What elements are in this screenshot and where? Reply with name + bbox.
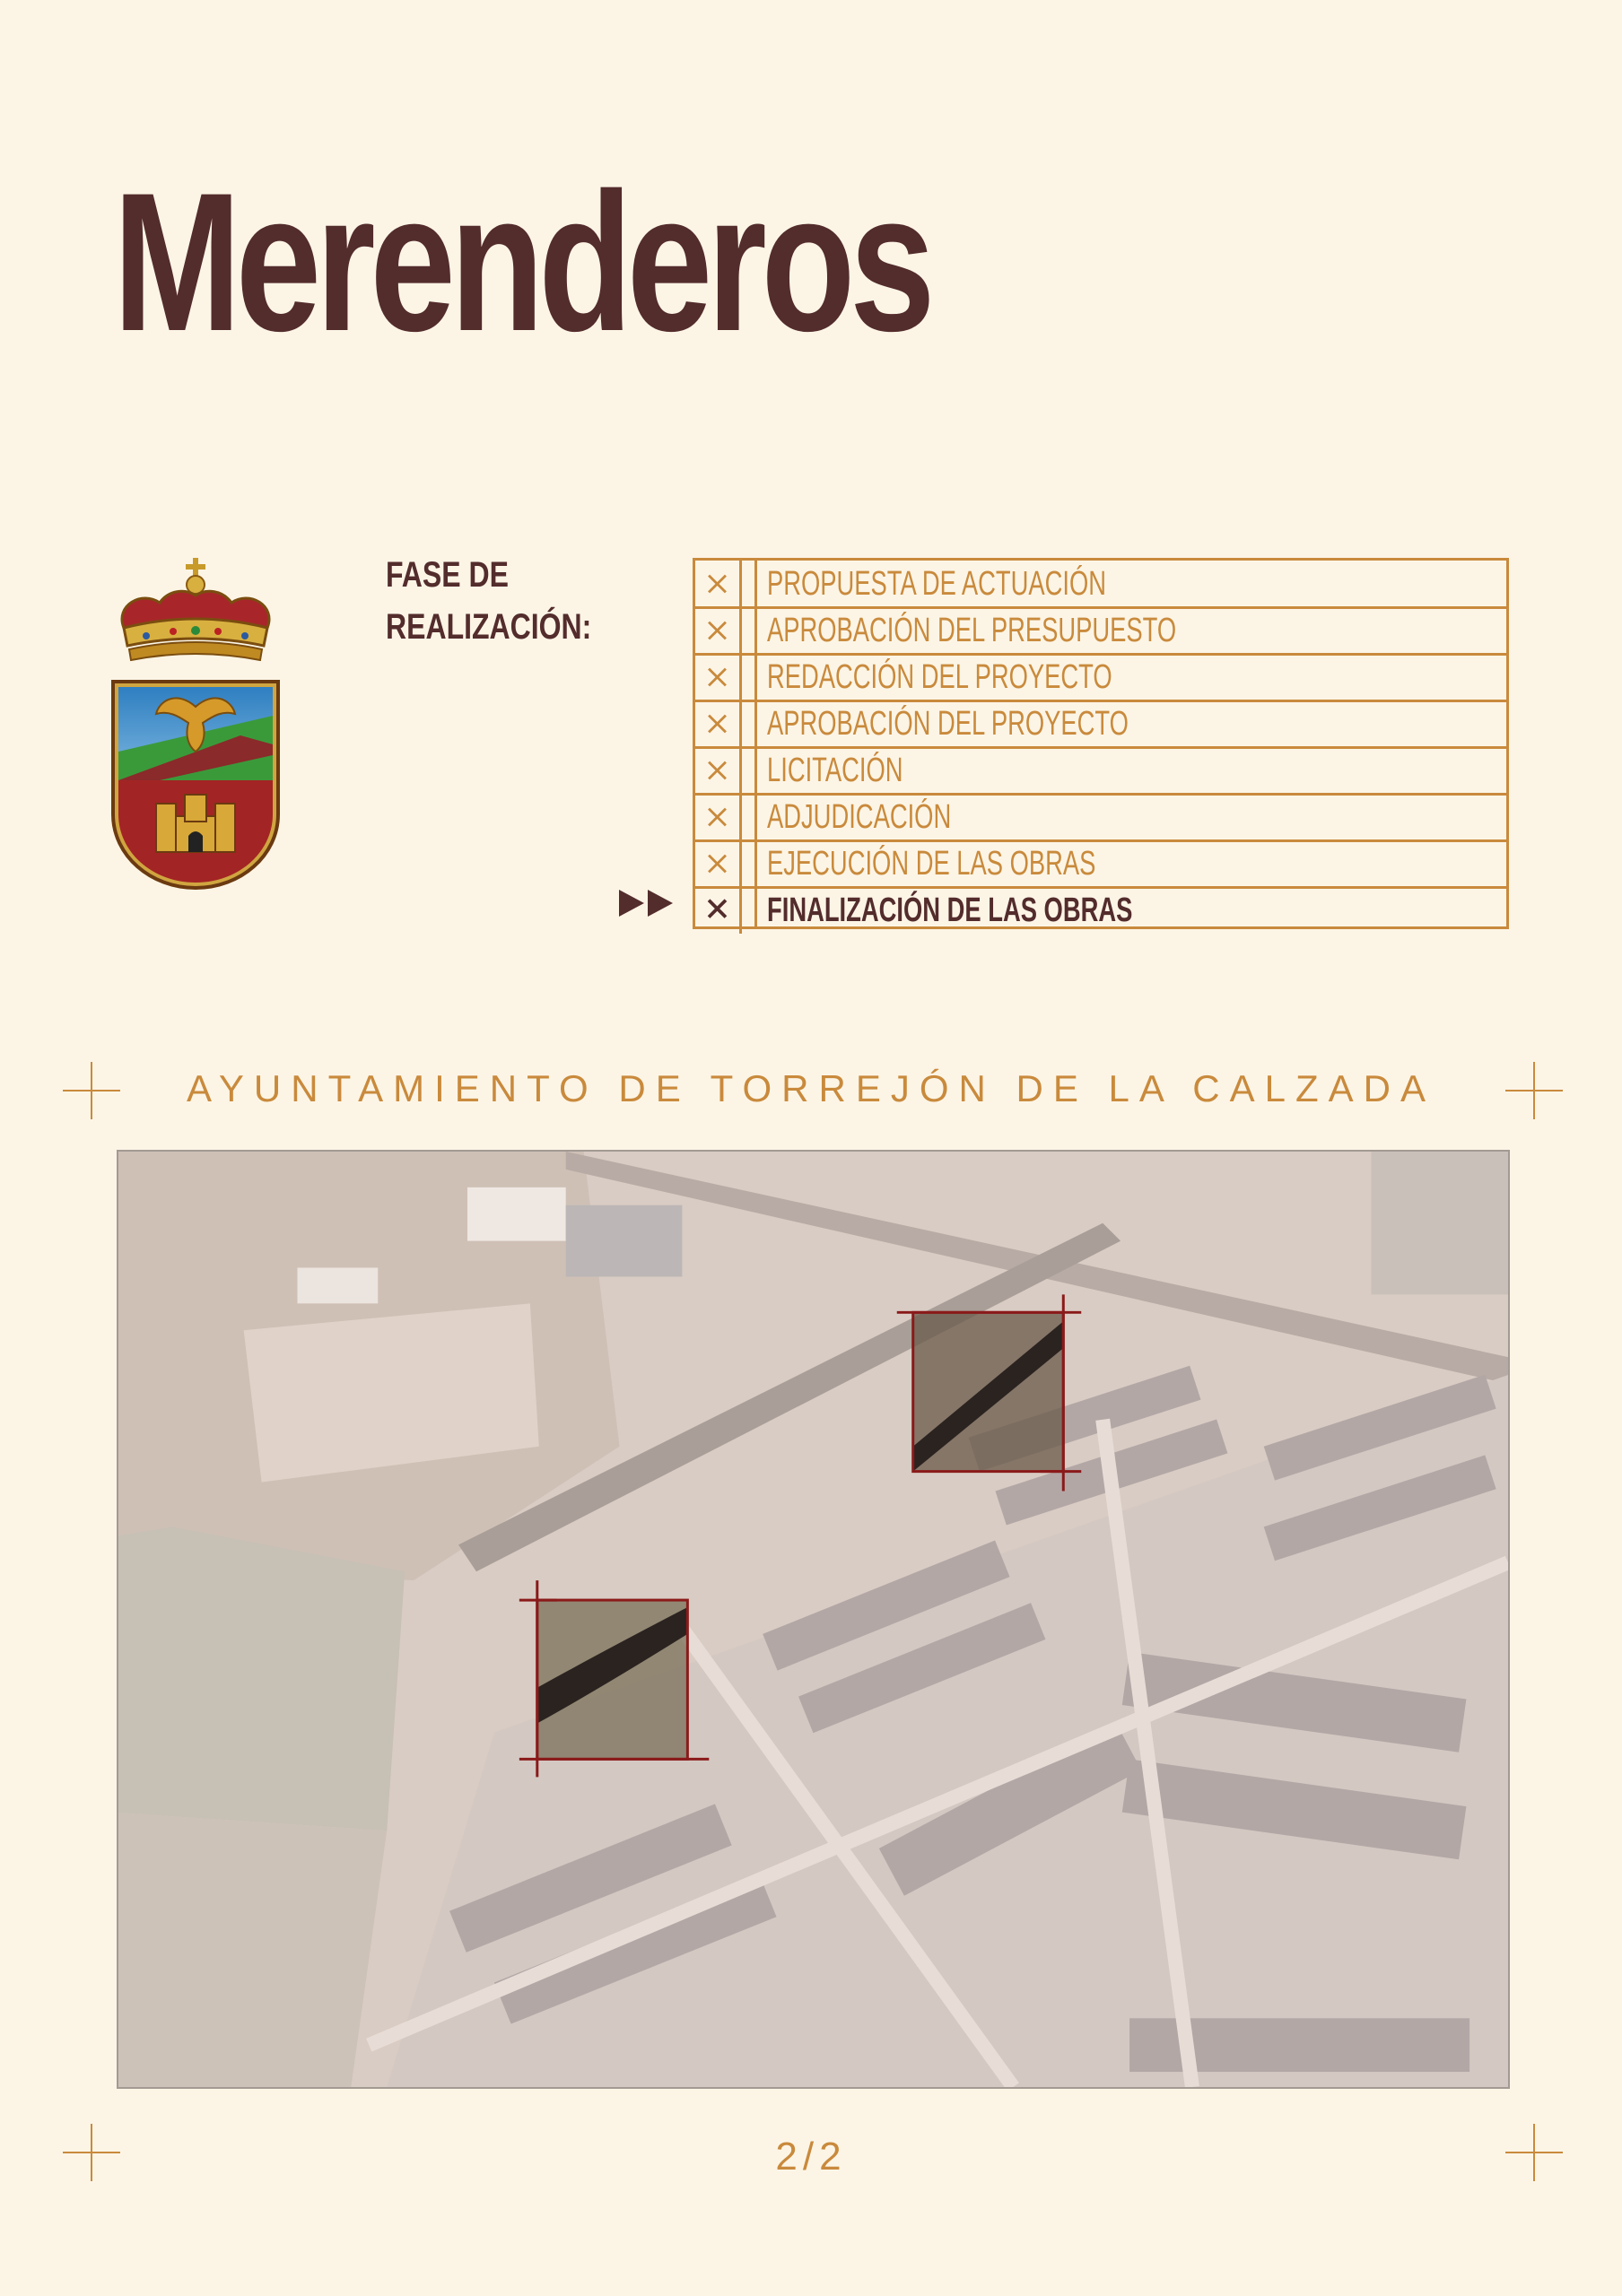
step-label: ADJUDICACIÓN	[767, 798, 952, 836]
checklist-row	[695, 840, 1506, 887]
step-label: LICITACIÓN	[767, 752, 903, 789]
checkmark-x-icon	[695, 607, 742, 654]
double-arrow-icon	[619, 888, 676, 918]
phase-label-line1: FASE DE	[386, 555, 509, 595]
step-label: PROPUESTA DE ACTUACIÓN	[767, 565, 1107, 603]
step-label: APROBACIÓN DEL PROYECTO	[767, 705, 1129, 743]
checklist-row	[695, 747, 1506, 794]
phase-label-line2: REALIZACIÓN:	[386, 607, 592, 647]
step-label: APROBACIÓN DEL PRESUPUESTO	[767, 612, 1177, 649]
checklist-row	[695, 654, 1506, 700]
phase-checklist	[693, 558, 1509, 929]
checkmark-x-icon	[695, 700, 742, 747]
organization-name: AYUNTAMIENTO DE TORREJÓN DE LA CALZADA	[187, 1067, 1435, 1109]
checkmark-x-icon	[695, 794, 742, 840]
step-label: REDACCIÓN DEL PROYECTO	[767, 658, 1112, 696]
step-label-current: FINALIZACIÓN DE LAS OBRAS	[767, 891, 1133, 929]
checklist-row-current	[695, 887, 1506, 934]
page-title: Merenderos	[113, 152, 930, 372]
step-label: EJECUCIÓN DE LAS OBRAS	[767, 845, 1096, 883]
checkmark-x-icon	[695, 561, 742, 607]
checkmark-x-icon	[695, 654, 742, 700]
checklist-row	[695, 561, 1506, 607]
aerial-map	[117, 1150, 1510, 2089]
checklist-row	[695, 607, 1506, 654]
checkmark-x-icon	[695, 887, 742, 934]
checklist-row	[695, 794, 1506, 840]
page-number: 2/2	[775, 2135, 847, 2179]
checkmark-x-icon	[695, 747, 742, 794]
coat-of-arms-icon	[106, 556, 285, 890]
phase-label	[386, 549, 591, 653]
checklist-row	[695, 700, 1506, 747]
checkmark-x-icon	[695, 840, 742, 887]
